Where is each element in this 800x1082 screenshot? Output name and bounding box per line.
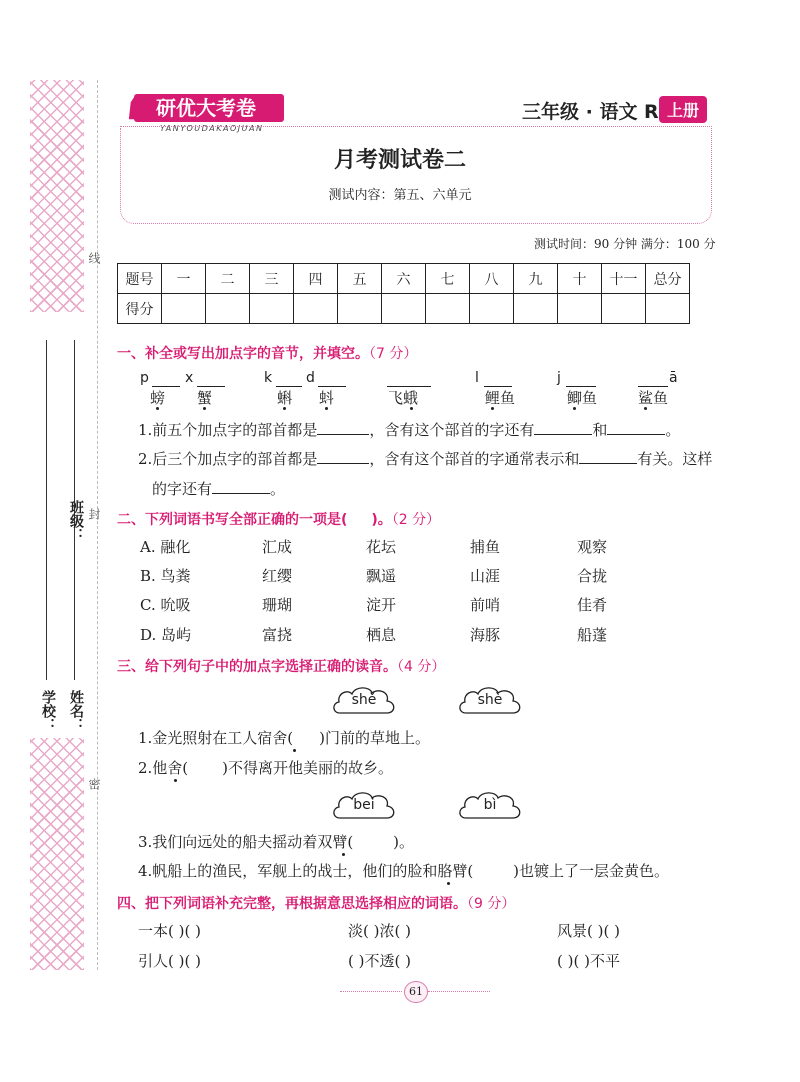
score-input[interactable] bbox=[558, 294, 602, 324]
pinyin-hint: x bbox=[185, 370, 194, 386]
idiom-fill[interactable]: 引人( )( ) bbox=[138, 952, 201, 970]
score-input[interactable] bbox=[514, 294, 558, 324]
margin-cut-line bbox=[97, 80, 98, 970]
table-cell: 十 bbox=[558, 264, 602, 294]
grade-subject: 三年级 · 语文 R bbox=[522, 101, 659, 123]
table-cell: 四 bbox=[294, 264, 338, 294]
option-c[interactable]: C. 吮吸 bbox=[140, 596, 191, 614]
page-title: 月考测试卷二 bbox=[333, 147, 466, 173]
margin-secret-mark: 密 bbox=[87, 778, 101, 790]
word-item: 蟹 bbox=[197, 389, 213, 407]
table-cell: 八 bbox=[470, 264, 514, 294]
pinyin-hint: d bbox=[306, 370, 315, 386]
volume-badge: 上册 bbox=[659, 96, 707, 123]
list-item: 红缨 bbox=[262, 567, 293, 585]
pinyin-hint: p bbox=[140, 370, 149, 386]
time-score-info: 测试时间：90 分钟 满分：100 分 bbox=[534, 237, 716, 251]
list-item: 前哨 bbox=[470, 596, 501, 614]
list-item: 汇成 bbox=[262, 538, 293, 556]
section1-title: 一、补全或写出加点字的音节，并填空。 bbox=[117, 346, 369, 362]
emphasis-dot bbox=[491, 407, 494, 410]
emphasis-dot bbox=[410, 407, 413, 410]
sentence-3: 3.我们向远处的船夫摇动着双臂( )。 bbox=[138, 833, 415, 851]
table-cell: 十一 bbox=[602, 264, 646, 294]
class-label: 班级： bbox=[68, 500, 84, 542]
test-scope: 测试内容：第五、六单元 bbox=[328, 188, 472, 203]
idiom-fill[interactable]: 淡( )浓( ) bbox=[348, 922, 411, 940]
score-input[interactable] bbox=[338, 294, 382, 324]
score-input[interactable] bbox=[294, 294, 338, 324]
word-item: 蝌 bbox=[277, 389, 293, 407]
list-item: 飘遥 bbox=[366, 567, 397, 585]
list-item: 捕鱼 bbox=[470, 538, 501, 556]
idiom-fill[interactable]: ( )( )不平 bbox=[557, 952, 620, 970]
sentence-1: 1.金光照射在工人宿舍( )门前的草地上。 bbox=[138, 729, 431, 747]
table-row bbox=[118, 294, 690, 324]
table-cell: 六 bbox=[382, 264, 426, 294]
question-1-1: 1.前五个加点字的部首都是 ，含有这个部首的字还有 和 。 bbox=[138, 421, 681, 439]
word-item: 鲫鱼 bbox=[567, 389, 598, 407]
emphasis-dot bbox=[283, 407, 286, 410]
section2-heading: 二、下列词语书写全部正确的一项是( )。（2 分） bbox=[117, 512, 441, 528]
margin-seal-mark: 封 bbox=[87, 508, 101, 520]
option-a[interactable]: A. 融化 bbox=[140, 538, 191, 556]
score-input[interactable] bbox=[382, 294, 426, 324]
answer-blank[interactable] bbox=[607, 434, 665, 435]
table-cell: 得分 bbox=[118, 294, 162, 324]
page-rule-left bbox=[340, 991, 402, 992]
emphasis-dot bbox=[573, 407, 576, 410]
word-item: 蚪 bbox=[319, 389, 335, 407]
idiom-fill[interactable]: ( )不透( ) bbox=[348, 952, 411, 970]
word-item: 螃 bbox=[150, 389, 166, 407]
logo-text: 研优大考卷 bbox=[134, 94, 284, 122]
option-b[interactable]: B. 鸟粪 bbox=[140, 567, 191, 585]
section4-heading: 四、把下列词语补充完整，再根据意思选择相应的词语。（9 分） bbox=[117, 896, 516, 912]
emphasis-dot bbox=[174, 779, 177, 782]
list-item: 佳肴 bbox=[577, 596, 608, 614]
table-row bbox=[118, 264, 690, 294]
list-item: 海豚 bbox=[470, 626, 501, 644]
answer-blank[interactable] bbox=[212, 493, 270, 494]
list-item: 花坛 bbox=[366, 538, 397, 556]
score-input[interactable] bbox=[162, 294, 206, 324]
emphasis-dot bbox=[293, 749, 296, 752]
list-item: 观察 bbox=[577, 538, 608, 556]
pinyin-hint: j bbox=[557, 370, 561, 386]
table-cell: 九 bbox=[514, 264, 558, 294]
pinyin-option[interactable]: bei bbox=[353, 797, 375, 813]
school-label: 学校： bbox=[40, 690, 56, 732]
word-item: 鲤鱼 bbox=[485, 389, 516, 407]
school-field-line[interactable] bbox=[46, 340, 47, 680]
score-input[interactable] bbox=[646, 294, 690, 324]
answer-blank[interactable] bbox=[317, 463, 369, 464]
idiom-fill[interactable]: 一本( )( ) bbox=[138, 922, 201, 940]
sentence-4: 4.帆船上的渔民，军舰上的战士，他们的脸和胳臂( )也镀上了一层金黄色。 bbox=[138, 862, 670, 880]
question-1-2: 2.后三个加点字的部首都是 ，含有这个部首的字通常表示和 有关。这样 bbox=[138, 450, 713, 468]
logo-subtext: YANYOUDAKAOJUAN bbox=[160, 124, 264, 133]
list-item: 合拢 bbox=[577, 567, 608, 585]
score-table bbox=[117, 263, 690, 324]
list-item: 栖息 bbox=[366, 626, 397, 644]
name-label: 姓名： bbox=[68, 690, 84, 732]
pinyin-hint: l bbox=[475, 370, 479, 386]
list-item: 淀开 bbox=[366, 596, 397, 614]
table-cell: 总分 bbox=[646, 264, 690, 294]
list-item: 船蓬 bbox=[577, 626, 608, 644]
pinyin-option[interactable]: shè bbox=[477, 692, 503, 708]
page-number: 61 bbox=[404, 981, 428, 1003]
section1-heading bbox=[117, 343, 417, 363]
pinyin-option[interactable]: shě bbox=[351, 692, 377, 708]
table-cell: 七 bbox=[426, 264, 470, 294]
list-item: 山涯 bbox=[470, 567, 501, 585]
pinyin-option[interactable]: bì bbox=[483, 797, 497, 813]
sentence-2: 2.他舍( )不得离开他美丽的故乡。 bbox=[138, 759, 394, 777]
margin-line-mark: 线 bbox=[87, 252, 101, 264]
table-cell: 一 bbox=[162, 264, 206, 294]
list-item: 珊瑚 bbox=[262, 596, 293, 614]
answer-blank[interactable] bbox=[579, 463, 637, 464]
section1-points: （7 分） bbox=[369, 346, 418, 362]
table-cell: 三 bbox=[250, 264, 294, 294]
emphasis-dot bbox=[325, 407, 328, 410]
emphasis-dot bbox=[156, 407, 159, 410]
list-item: 富挠 bbox=[262, 626, 293, 644]
margin-pattern-bottom bbox=[30, 738, 84, 970]
emphasis-dot bbox=[644, 407, 647, 410]
section3-heading: 三、给下列句子中的加点字选择正确的读音。（4 分） bbox=[117, 659, 446, 675]
emphasis-dot bbox=[342, 853, 345, 856]
answer-blank[interactable] bbox=[317, 434, 369, 435]
score-input[interactable] bbox=[206, 294, 250, 324]
word-item: 飞蛾 bbox=[388, 389, 419, 407]
page-rule-right bbox=[428, 991, 490, 992]
score-input[interactable] bbox=[250, 294, 294, 324]
pinyin-hint: ā bbox=[669, 370, 678, 386]
word-item: 鲨鱼 bbox=[638, 389, 669, 407]
answer-blank[interactable] bbox=[534, 434, 592, 435]
idiom-fill[interactable]: 风景( )( ) bbox=[557, 922, 620, 940]
pinyin-hint: k bbox=[264, 370, 273, 386]
question-1-2-cont: 的字还有 。 bbox=[152, 480, 286, 498]
option-d[interactable]: D. 岛屿 bbox=[140, 626, 192, 644]
table-cell: 二 bbox=[206, 264, 250, 294]
header-divider bbox=[120, 126, 712, 127]
score-input[interactable] bbox=[602, 294, 646, 324]
brand-logo bbox=[124, 94, 286, 133]
emphasis-dot bbox=[447, 882, 450, 885]
emphasis-dot bbox=[203, 407, 206, 410]
table-cell: 题号 bbox=[118, 264, 162, 294]
table-cell: 五 bbox=[338, 264, 382, 294]
score-input[interactable] bbox=[426, 294, 470, 324]
score-input[interactable] bbox=[470, 294, 514, 324]
